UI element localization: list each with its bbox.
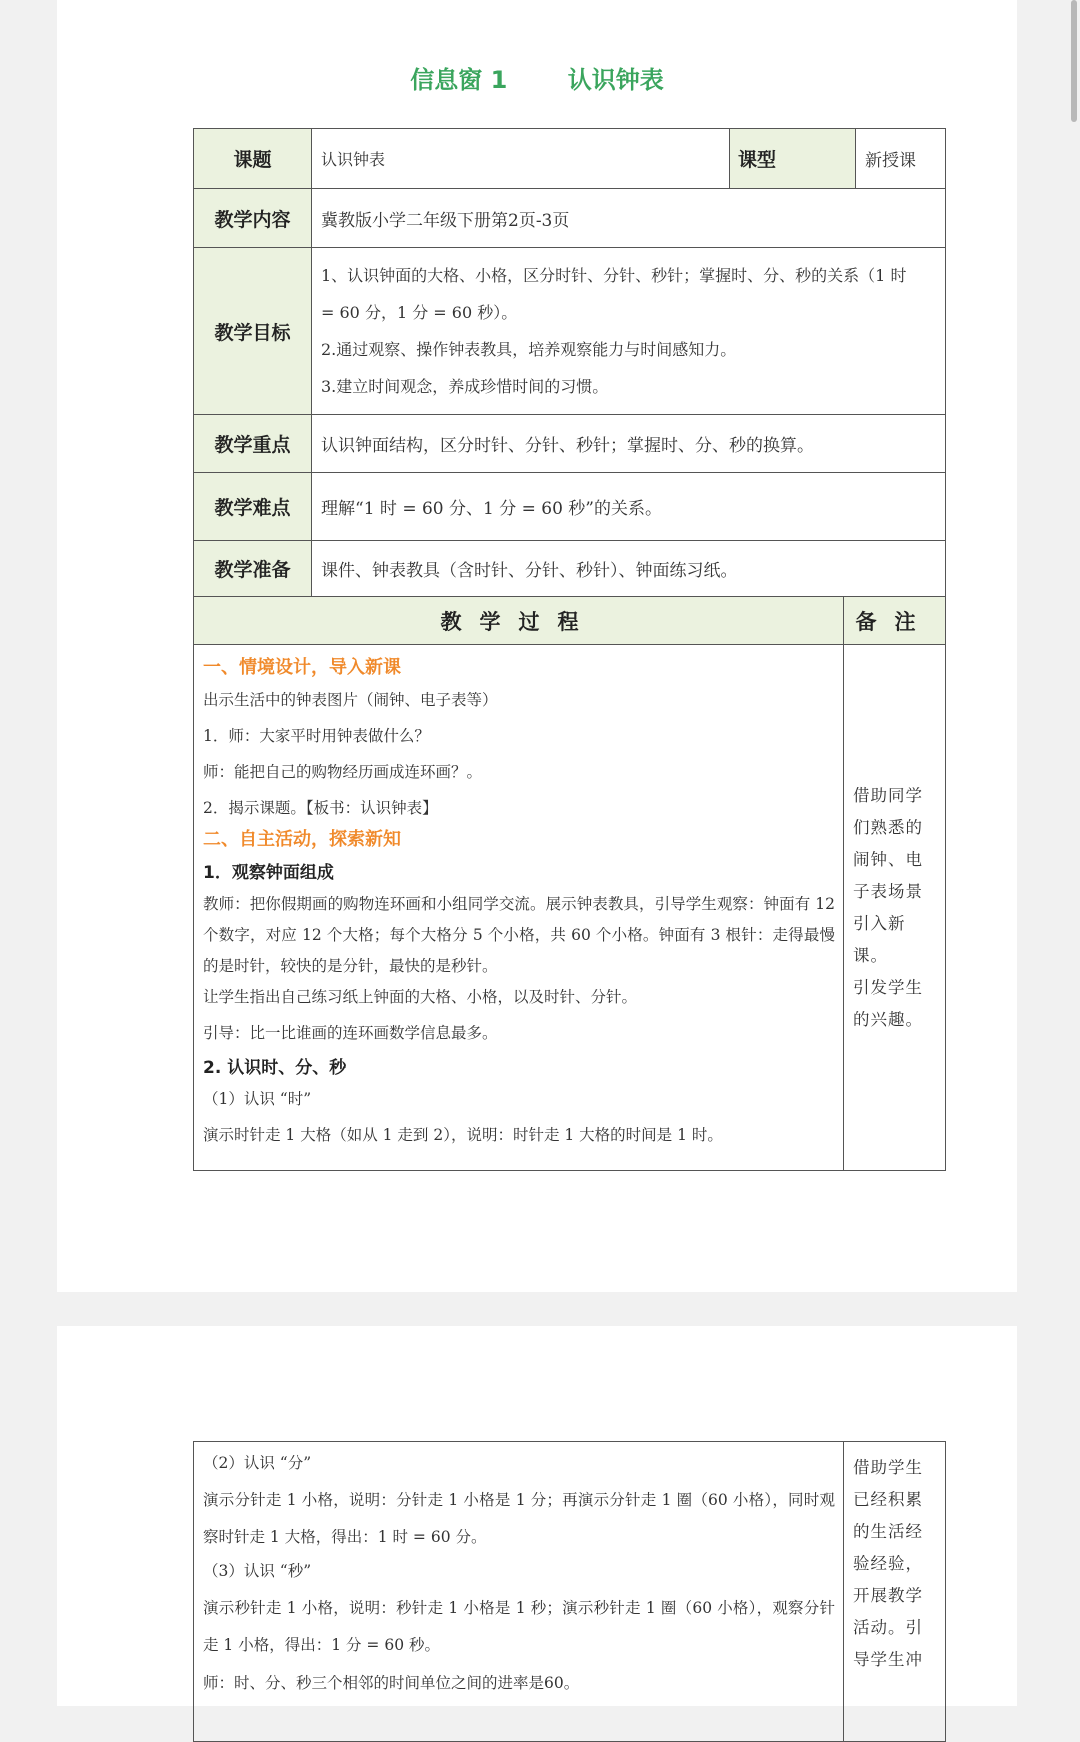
document-page-2 — [57, 1326, 1017, 1706]
content-value: 冀教版小学二年级下册第2页-3页 — [312, 189, 946, 248]
process-paragraph: 教师：把你假期画的购物连环画和小组同学交流。展示钟表教具，引导学生观察：钟面有 12 个数字，对应 12 个大格；每个大格分 5 个小格，共 60 个小格。钟面有 3 根针：走得最慢的是时针，较快的是分针，最快的是秒针。 — [203, 895, 835, 975]
note-line: 借助学生 — [853, 1458, 923, 1477]
note-line: 活动。引 — [853, 1618, 923, 1637]
process-line: 1．师：大家平时用钟表做什么？ — [203, 727, 430, 745]
process-line: 让学生指出自己练习纸上钟面的大格、小格，以及时针、分针。 — [203, 988, 638, 1006]
type-label: 课型 — [730, 129, 856, 189]
goal-line: 2.通过观察、操作钟表教具，培养观察能力与时间感知力。 — [321, 340, 737, 359]
subsection-heading: 1．观察钟面组成 — [203, 863, 334, 883]
process-line: 演示时针走 1 大格（如从 1 走到 2），说明：时针走 1 大格的时间是 1 时。 — [203, 1126, 723, 1144]
process-content — [194, 645, 844, 1171]
difficult-value: 理解“1 时 = 60 分、1 分 = 60 秒”的关系。 — [312, 473, 946, 541]
process-header: 教学过程 — [194, 597, 844, 645]
subsection-heading: 2. 认识时、分、秒 — [203, 1058, 347, 1078]
section-heading: 二、自主活动，探索新知 — [203, 829, 401, 850]
key-label: 教学重点 — [194, 415, 312, 473]
process-line: 2．揭示课题。【板书：认识钟表】 — [203, 799, 438, 817]
lesson-info-table — [193, 128, 946, 597]
goals-label: 教学目标 — [194, 248, 312, 415]
note-line: 已经积累 — [853, 1490, 923, 1509]
goal-line: 1、认识钟面的大格、小格，区分时针、分针、秒针；掌握时、分、秒的关系（1 时 — [321, 266, 907, 285]
note-cell — [844, 645, 946, 1171]
topic-label: 课题 — [194, 129, 312, 189]
prep-label: 教学准备 — [194, 541, 312, 597]
process-line: （2）认识 “分” — [203, 1454, 312, 1472]
difficult-label: 教学难点 — [194, 473, 312, 541]
process-paragraph: 演示秒针走 1 小格，说明：秒针走 1 小格是 1 秒；演示秒针走 1 圈（60 小格），观察分针走 1 小格，得出：1 分 = 60 秒。 — [203, 1599, 835, 1654]
note-line: 引发学生 — [853, 977, 923, 997]
note-line: 们熟悉的 — [853, 817, 923, 837]
topic-value: 认识钟表 — [312, 129, 730, 189]
process-line: 师：能把自己的购物经历画成连环画？。 — [203, 763, 483, 781]
process-line: 出示生活中的钟表图片（闹钟、电子表等） — [203, 691, 498, 709]
process-line: （3）认识 “秒” — [203, 1562, 312, 1580]
note-line: 借助同学 — [853, 785, 923, 805]
key-value: 认识钟面结构，区分时针、分针、秒针；掌握时、分、秒的换算。 — [312, 415, 946, 473]
title-part1: 信息窗 1 — [410, 66, 508, 94]
type-value: 新授课 — [856, 129, 946, 189]
process-table — [193, 596, 946, 1171]
process-line: （1）认识 “时” — [203, 1090, 312, 1108]
scrollbar[interactable] — [1071, 0, 1077, 122]
content-label: 教学内容 — [194, 189, 312, 248]
note-line: 验经验， — [853, 1554, 923, 1573]
process-line: 引导：比一比谁画的连环画数学信息最多。 — [203, 1024, 498, 1042]
title-part2: 认识钟表 — [567, 66, 664, 94]
section-heading: 一、情境设计，导入新课 — [203, 657, 401, 678]
note-line: 闹钟、电 — [853, 849, 923, 869]
goal-line: 3.建立时间观念，养成珍惜时间的习惯。 — [321, 377, 609, 396]
notes-header: 备注 — [844, 597, 946, 645]
process-line: 师：时、分、秒三个相邻的时间单位之间的进率是60。 — [203, 1674, 580, 1692]
prep-value: 课件、钟表教具（含时针、分针、秒针）、钟面练习纸。 — [312, 541, 946, 597]
page-title — [57, 60, 1017, 95]
note-line: 的生活经 — [853, 1522, 923, 1541]
document-page-1 — [57, 0, 1017, 1292]
note-line: 导学生冲 — [853, 1650, 923, 1669]
note-line: 开展教学 — [853, 1586, 923, 1605]
note-line: 引入新课。 — [853, 913, 906, 965]
goals-cell — [312, 248, 946, 415]
note-line: 子表场景 — [853, 881, 923, 901]
note-line: 的兴趣。 — [853, 1009, 923, 1029]
goal-line: = 60 分，1 分 = 60 秒）。 — [321, 303, 518, 322]
process-paragraph: 演示分针走 1 小格，说明：分针走 1 小格是 1 分；再演示分针走 1 圈（60 小格），同时观察时针走 1 大格，得出：1 时 = 60 分。 — [203, 1491, 835, 1546]
